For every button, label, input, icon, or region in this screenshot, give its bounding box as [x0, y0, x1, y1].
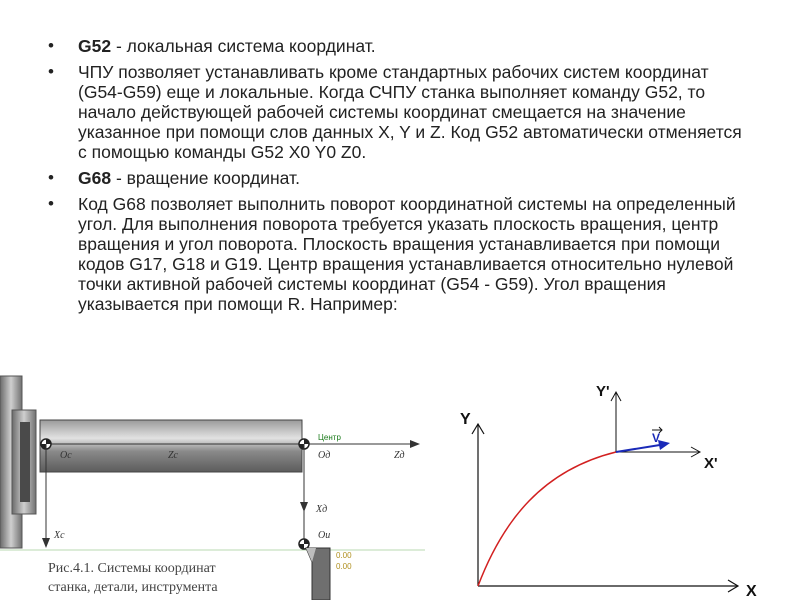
workpiece-shaft — [40, 420, 302, 472]
trajectory-curve — [478, 452, 616, 586]
tool-readout-2: 0.00 — [336, 562, 352, 571]
zd-arrow-icon — [410, 440, 420, 448]
slide-text — [48, 36, 748, 320]
lathe-coordinate-figure — [0, 372, 430, 600]
bullet-dot: • — [48, 168, 54, 187]
velocity-vector — [616, 444, 666, 452]
xc-arrow-icon — [42, 538, 50, 548]
bullet-dot: • — [48, 194, 54, 213]
bullet-bold: G52 — [78, 36, 112, 56]
xd-arrow-icon — [300, 502, 308, 512]
bullet-text: - локальная система координат. — [111, 36, 376, 56]
figure-caption-line1: Рис.4.1. Системы координат — [48, 561, 216, 576]
bullet-dot: • — [48, 36, 54, 55]
bullet-g68-description — [48, 194, 748, 314]
label-oc: Oc — [60, 450, 72, 461]
rotation-figure — [448, 380, 800, 600]
label-zd: Zд — [394, 450, 405, 461]
bullet-text: Код G68 позволяет выполнить поворот координатной системы на определенный угол. Для выполнения поворота требуется указать плоскость вращения, центр вращения и угол поворота. Плоскость вращения устанавливается при помощи кодов G17, G18 и G19. Центр вращения устанавливается относительно нулевой точки активной рабочей системы координат (G54 - G59). Угол вращения указывается при помощи R. Например: — [78, 194, 736, 314]
label-center: Центр — [318, 433, 341, 442]
lathe-chuck — [0, 376, 36, 548]
label-oi: Oи — [318, 530, 331, 541]
label-xd: Xд — [316, 504, 328, 515]
bullet-bold: G68 — [78, 168, 112, 188]
label-x-prime: X' — [704, 455, 718, 472]
label-od: Oд — [318, 450, 331, 461]
tool-readout-1: 0.00 — [336, 551, 352, 560]
bullet-text: - вращение координат. — [111, 168, 300, 188]
cutting-tool — [306, 548, 330, 600]
label-xc: Xc — [54, 530, 65, 541]
figure-caption-line2: станка, детали, инструмента — [48, 580, 218, 595]
bullet-g68-title — [48, 168, 748, 188]
bullet-text: ЧПУ позволяет устанавливать кроме стандартных рабочих систем координат (G54-G59) еще и локальные. Когда СЧПУ станка выполняет команду G52, то начало действующей рабочей системы координат смещается на значение указанное при помощи слов данных X, Y и Z. Код G52 автоматически отменяется с помощью команды G52 X0 Y0 Z0. — [78, 62, 742, 162]
label-x: X — [746, 583, 757, 600]
label-y-prime: Y' — [596, 383, 610, 400]
bullet-g52-description — [48, 62, 748, 162]
label-zc: Zc — [168, 450, 178, 461]
bullet-g52-title — [48, 36, 748, 56]
label-v: V — [652, 431, 661, 445]
bullet-dot: • — [48, 62, 54, 81]
label-y: Y — [460, 411, 471, 428]
